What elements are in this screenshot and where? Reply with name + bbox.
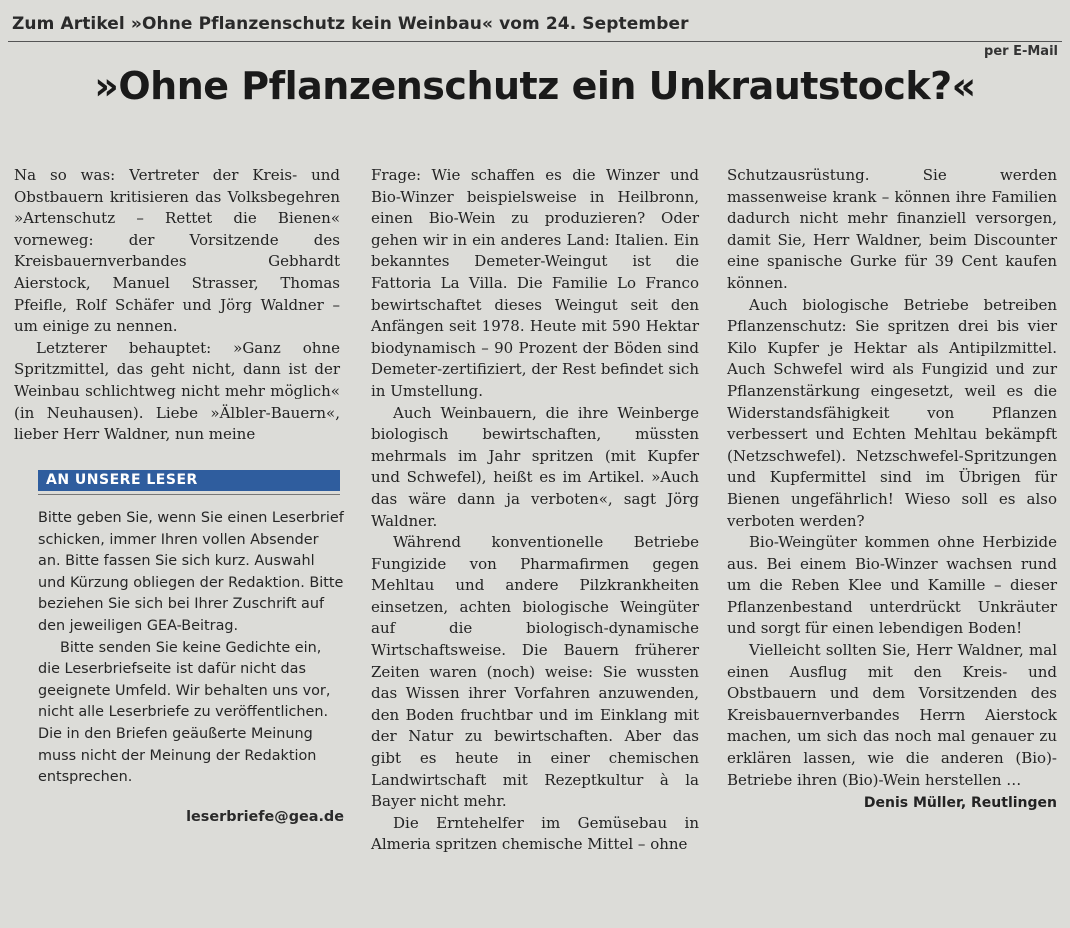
paragraph: Die Erntehelfer im Gemüsebau in Almeria spritzen chemische Mittel – ohne <box>371 813 699 854</box>
paragraph: Auch biologische Betriebe betreiben Pflanzenschutz: Sie spritzen drei bis vier Kilo Kupfer je Hektar als Antipilzmittel. Auch Schwefel wird als Fungizid und zur Pflanzenstärkung eingesetzt, weil es die Widerstandsfähigkeit von Pflanzen verbessert und Echten Mehltau bekämpft (Netzschwefel). Netzschwefel-Spritzungen und Kupfermittel sind im Übrigen für Bienen ungefährlich! Wieso soll es also verboten werden? <box>727 295 1057 530</box>
paragraph: Schutzausrüstung. Sie werden massenweise krank – können ihre Familien dadurch nicht mehr finanziell versorgen, damit Sie, Herr Waldner, beim Discounter eine spanische Gurke für 39 Cent kaufen können. <box>727 166 1057 292</box>
notice-paragraph: Bitte senden Sie keine Gedichte ein, die Leserbriefseite ist dafür nicht das geeignete Umfeld. Wir behalten uns vor, nicht alle Leserbriefe zu veröffentlichen. Die in den Briefen geäußerte Meinung muss nicht der Meinung der Redaktion entsprechen. <box>38 639 331 786</box>
column-1 <box>14 165 340 446</box>
column-3 <box>727 165 1057 815</box>
letter-signature: Denis Müller, Reutlingen <box>863 795 1057 812</box>
letter-headline: »Ohne Pflanzenschutz ein Unkrautstock?« <box>94 64 976 108</box>
paragraph: Während konventionelle Betriebe Fungizide von Pharmafirmen gegen Mehltau und andere Pilzkrankheiten einsetzen, achten biologische Weingüter auf die biologisch-dynamische Wirtschaftsweise. Die Bauern früherer Zeiten waren (noch) weise: Sie wussten das Wissen ihrer Vorfahren anzuwenden, den Boden fruchtbar und im Einklang mit der Natur zu bewirtschaften. Aber das gibt es heute in einer chemischen Landwirtschaft mit Rezeptkultur à la Bayer nicht mehr. <box>371 533 699 811</box>
header-rule <box>8 41 1062 42</box>
column-2 <box>371 165 699 856</box>
notice-paragraph: Bitte geben Sie, wenn Sie einen Leserbrief schicken, immer Ihren vollen Absender an. Bitte fassen Sie sich kurz. Auswahl und Kürzung obliegen der Redaktion. Bitte beziehen Sie sich bei Ihrer Zuschrift auf den jeweiligen GEA-Beitrag. <box>38 510 344 634</box>
paragraph: Auch Weinbauern, die ihre Weinberge biologisch bewirtschaften, müssten mehrmals im Jahr spritzen (mit Kupfer und Schwefel), heißt es im Artikel. »Auch das wäre dann ja verboten«, sagt Jörg Waldner. <box>371 403 699 530</box>
paragraph: Vielleicht sollten Sie, Herr Waldner, mal einen Ausflug mit den Kreis- und Obstbauern und dem Vorsitzenden des Kreisbauernverbandes Herrn Aierstock machen, um sich das noch mal genauer zu erklären lassen, wie die anderen (Bio)-Betriebe ihren (Bio)-Wein herstellen … <box>727 641 1057 789</box>
article-reference: Zum Artikel »Ohne Pflanzenschutz kein Weinbau« vom 24. September <box>12 14 689 34</box>
paragraph: Na so was: Vertreter der Kreis- und Obstbauern kritisieren das Volksbegehren »Artenschutz – Rettet die Bienen« vorneweg: der Vorsitzende des Kreisbauernverbandes Gebhardt Aierstock, Manuel Strasser, Thomas Pfeifle, Rolf Schäfer und Jörg Waldner – um einige zu nennen. <box>14 166 340 336</box>
submission-channel: per E-Mail <box>984 44 1058 59</box>
paragraph: Frage: Wie schaffen es die Winzer und Bio-Winzer beispielsweise in Heilbronn, einen Bio-Wein zu produzieren? Oder gehen wir in ein anderes Land: Italien. Ein bekanntes Demeter-Weingut ist die Fattoria La Villa. Die Familie Lo Franco bewirtschaftet dieses Weingut seit den Anfängen seit 1978. Heute mit 590 Hektar biodynamisch – 90 Prozent der Böden sind Demeter-zertifiziert, der Rest befindet sich in Umstellung. <box>371 166 699 400</box>
notice-box-body <box>38 508 344 789</box>
notice-box-rule <box>38 494 340 495</box>
notice-email: leserbriefe@gea.de <box>186 809 344 825</box>
notice-box-title: AN UNSERE LESER <box>38 470 340 491</box>
paragraph: Letzterer behauptet: »Ganz ohne Spritzmittel, das geht nicht, dann ist der Weinbau schlichtweg nicht mehr möglich« (in Neuhausen). Liebe »Älbler-Bauern«, lieber Herr Waldner, nun meine <box>14 338 340 444</box>
paragraph: Bio-Weingüter kommen ohne Herbizide aus. Bei einem Bio-Winzer wachsen rund um die Reben Klee und Kamille – dieser Pflanzenbestand unterdrückt Unkräuter und sorgt für einen lebendigen Boden! <box>727 533 1057 638</box>
